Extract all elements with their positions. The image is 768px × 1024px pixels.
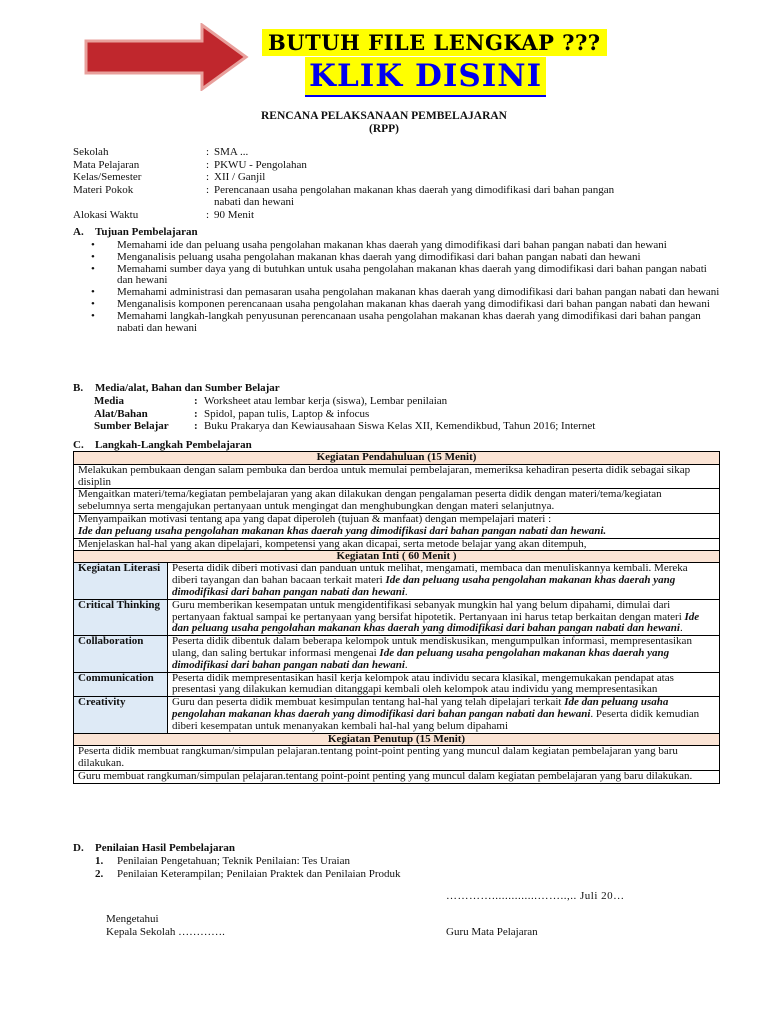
info-value: SMA ... (214, 146, 249, 158)
table-cell: Peserta didik mempresentasikan hasil kerja kelompok atau individu secara klasikal, mengemukakan pendapat atas presentasi yang dilakukan kemudian ditanggapi kembali oleh kelompok atau individu yang mempresentasikan (168, 672, 720, 697)
media-row: Sumber Belajar : Buku Prakarya dan Kewiausahaan Siswa Kelas XII, Kemendikbud, Tahun 2016; Internet (94, 420, 596, 432)
table-cell: Guru memberikan kesempatan untuk mengidentifikasi sebanyak mungkin hal yang belum dipahami, dimulai dari pertanyaan faktual sampai ke pertanyaan yang bersifat hipotetik. Pertanyaan ini harus tetap berkaitan dengan materi Ide dan peluang usaha pengolahan makanan khas daerah yang dimodifikasi dari bahan pangan nabati dan hewani. (168, 599, 720, 635)
info-label: Kelas/Semester (73, 171, 142, 183)
section-d-heading: D. Penilaian Hasil Pembelajaran (73, 842, 235, 854)
list-item: • Menganalisis peluang usaha pengolahan makanan khas daerah yang dimodifikasi dari bahan pangan nabati dan hewani (73, 252, 723, 264)
table-cell: Menjelaskan hal-hal yang akan dipelajari, kompetensi yang akan dicapai, serta metode belajar yang akan ditempuh, (74, 538, 720, 550)
table-row (74, 563, 720, 599)
activity-label: Kegiatan Literasi (74, 563, 168, 599)
table-row (74, 489, 720, 514)
activity-label: Collaboration (74, 636, 168, 672)
table-cell: Guru dan peserta didik membuat kesimpulan tentang hal-hal yang telah dipelajari terkait Ide dan peluang usaha pengolahan makanan khas daerah yang dimodifikasi dari bahan pangan nabati dan hewani. Peserta didik kemudian diberi kesempatan untuk menanyakan kembali hal-hal yang belum dipahami (168, 697, 720, 733)
table-row (74, 770, 720, 783)
teacher-label: Guru Mata Pelajaran (446, 926, 538, 938)
table-row (74, 672, 720, 697)
table-row (74, 513, 720, 538)
assessment-list (73, 855, 400, 880)
info-label: Mata Pelajaran (73, 158, 140, 171)
table-row (74, 636, 720, 672)
list-item: • Memahami ide dan peluang usaha pengolahan makanan khas daerah yang dimodifikasi dari bahan pangan nabati dan hewani (73, 240, 723, 252)
table-cell: Menyampaikan motivasi tentang apa yang dapat diperoleh (tujuan & manfaat) dengan mempelajari materi : Ide dan peluang usaha pengolahan makanan khas daerah yang dimodifikasi dari bahan pangan nabati dan hewani. (74, 513, 720, 538)
acknowledged-label: Mengetahui (106, 913, 159, 925)
activity-label: Communication (74, 672, 168, 697)
table-header: Kegiatan Penutup (15 Menit) (74, 733, 720, 746)
table-cell: Guru membuat rangkuman/simpulan pelajaran.tentang point-point penting yang muncul dalam kegiatan pembelajaran yang baru dilakukan. (74, 770, 720, 783)
info-value: Perencanaan usaha pengolahan makanan khas daerah yang dimodifikasi dari bahan pangan nabati dan hewani (214, 183, 615, 208)
download-link[interactable]: KLIK DISINI (305, 57, 546, 97)
promo-headline: BUTUH FILE LENGKAP ??? (262, 29, 607, 56)
table-header: Kegiatan Pendahuluan (15 Menit) (74, 452, 720, 465)
list-item: 1. Penilaian Pengetahuan; Teknik Penilaian: Tes Uraian (95, 855, 350, 867)
media-block (94, 395, 595, 433)
section-b-heading: B. Media/alat, Bahan dan Sumber Belajar (73, 382, 280, 394)
media-row: Alat/Bahan : Spidol, papan tulis, Laptop & infocus (94, 407, 370, 420)
table-cell: Peserta didik dibentuk dalam beberapa kelompok untuk mendiskusikan, mengumpulkan informasi, mempresentasikan ulang, dan saling bertukar informasi mengenai Ide dan peluang usaha pengolahan makanan khas daerah yang dimodifikasi dari bahan pangan nabati dan hewani. (168, 636, 720, 672)
document-title: RENCANA PELAKSANAAN PEMBELAJARAN (261, 110, 507, 122)
table-header: Kegiatan Inti ( 60 Menit ) (74, 550, 720, 563)
info-row: Sekolah : SMA ... (73, 146, 654, 159)
list-item: • Memahami administrasi dan pemasaran usaha pengolahan makanan khas daerah yang dimodifikasi dari bahan pangan nabati dan hewani (73, 287, 723, 299)
section-a-heading: A. Tujuan Pembelajaran (73, 226, 198, 238)
info-row: Materi Pokok : Perencanaan usaha pengolahan makanan khas daerah yang dimodifikasi dari bahan pangan nabati dan hewani (73, 184, 654, 209)
media-row: Media : Worksheet atau lembar kerja (siswa), Lembar penilaian (94, 395, 448, 407)
arrow-right-icon (84, 23, 249, 91)
info-label: Materi Pokok (73, 183, 134, 196)
list-item: • Memahami langkah-langkah penyusunan perencanaan usaha pengolahan makanan khas daerah yang dimodifikasi dari bahan pangan nabati dan hewani (73, 311, 723, 335)
table-cell: Peserta didik diberi motivasi dan panduan untuk melihat, mengamati, membaca dan menuliskannya kembali. Mereka diberi tayangan dan bahan bacaan terkait materi Ide dan peluang usaha pengolahan makanan khas daerah yang dimodifikasi dari bahan pangan nabati dan hewani. (168, 563, 720, 599)
info-row: Kelas/Semester : XII / Ganjil (73, 171, 654, 184)
info-value: PKWU - Pengolahan (214, 158, 307, 171)
section-c-heading: C. Langkah-Langkah Pembelajaran (73, 439, 252, 451)
info-value: 90 Menit (214, 208, 255, 221)
table-cell: Mengaitkan materi/tema/kegiatan pembelajaran yang akan dilakukan dengan pengalaman peserta didik dengan materi/tema/kegiatan sebelumnya serta mengajukan pertanyaan untuk mengingat dan menghubungkan dengan materi selanjutnya. (74, 489, 720, 514)
objectives-list (73, 240, 723, 334)
table-row (74, 746, 720, 771)
table-row (74, 697, 720, 733)
identity-block (73, 146, 654, 221)
table-row (74, 599, 720, 635)
activity-label: Creativity (74, 697, 168, 733)
table-row (74, 550, 720, 563)
learning-steps-table (73, 451, 720, 784)
info-row: Mata Pelajaran : PKWU - Pengolahan (73, 159, 654, 172)
activity-label: Critical Thinking (74, 599, 168, 635)
info-row: Alokasi Waktu : 90 Menit (73, 209, 654, 222)
table-row (74, 452, 720, 465)
document-subtitle: (RPP) (368, 123, 399, 135)
list-item: • Memahami sumber daya yang di butuhkan untuk usaha pengolahan makanan khas daerah yang dimodifikasi dari bahan pangan nabati dan hewani (73, 264, 723, 288)
principal-label: Kepala Sekolah …………. (106, 926, 225, 938)
info-value: XII / Ganjil (214, 171, 266, 183)
promo-banner (0, 0, 768, 108)
signature-date: …………..............……..,.. Juli 20… (446, 890, 625, 902)
list-item: 2. Penilaian Keterampilan; Penilaian Praktek dan Penilaian Produk (95, 867, 401, 880)
table-row (74, 538, 720, 550)
table-row (74, 464, 720, 489)
table-cell: Peserta didik membuat rangkuman/simpulan pelajaran.tentang point-point penting yang muncul dalam kegiatan pembelajaran yang baru dilakukan. (74, 746, 720, 771)
info-label: Alokasi Waktu (73, 208, 139, 221)
table-row (74, 733, 720, 746)
info-label: Sekolah (73, 146, 109, 158)
table-cell: Melakukan pembukaan dengan salam pembuka dan berdoa untuk memulai pembelajaran, memeriksa kehadiran peserta didik sebagai sikap disiplin (74, 464, 720, 489)
list-item: • Menganalisis komponen perencanaan usaha pengolahan makanan khas daerah yang dimodifikasi dari bahan pangan nabati dan hewani (73, 299, 723, 311)
